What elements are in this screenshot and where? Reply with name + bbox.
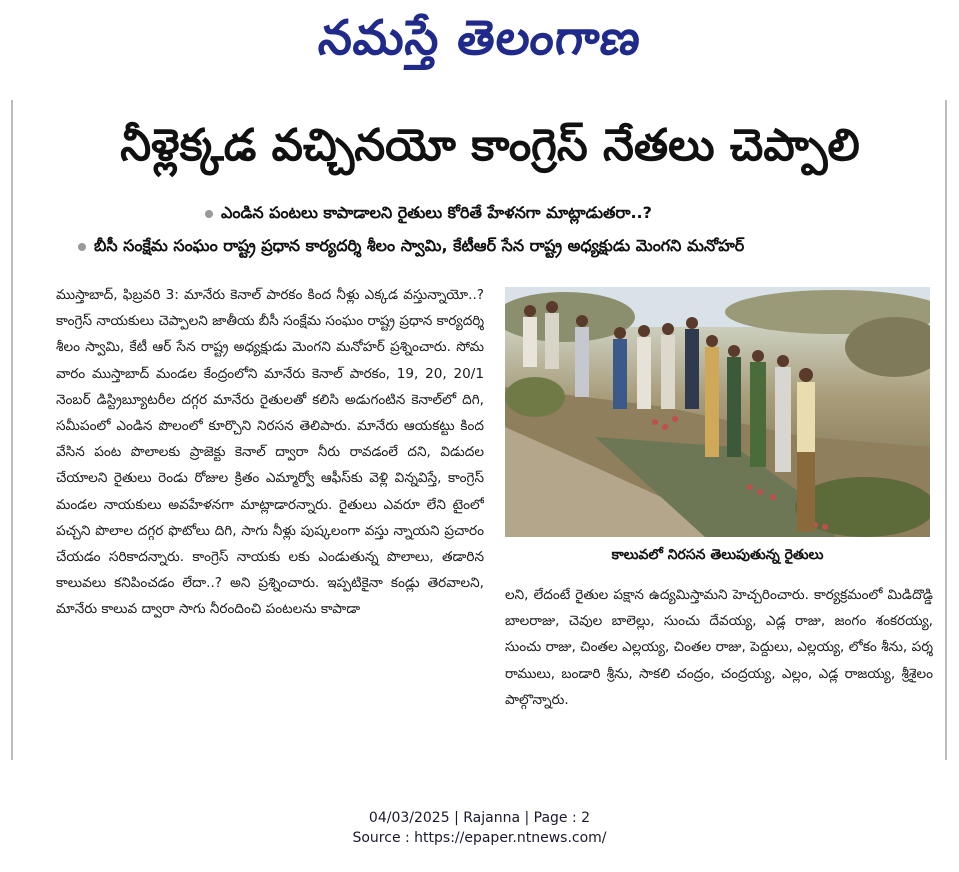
article-body-right: లని, లేదంటే రైతుల పక్షాన ఉద్యమిస్తామని హెచ్చరించారు. కార్యక్రమంలో మిడిదొడ్డి బాలరాజు, చెవుల బాలెల్లు, సుంచు దేవయ్య, ఎడ్ల రాజు, జంగం శంకరయ్య, సుంచు రాజు, చింతల ఎల్లయ్య, చింతల రాజు, పెద్దులు, ఎల్లయ్య, లోకం శీను, పర్శ రాములు, బండారి శ్రీను, సాకలి చంద్రం, చంద్రయ్య, ఎల్లం, ఎడ్ల రాజయ్య, శ్రీశైలం పాల్గొన్నారు. [505,587,933,708]
footer-date-line: 04/03/2025 | Rajanna | Page : 2 [368,810,591,826]
left-border [11,100,13,760]
subheadline-1-text: ఎండిన పంటలు కాపాడాలని రైతులు కోరితే హేళనగా మాట్లాడుతరా..? [221,203,652,222]
footer-source-line: Source : https://epaper.ntnews.com/ [352,830,607,846]
article-right-column [505,582,933,752]
bullet-icon [78,243,86,251]
footer [0,808,959,848]
photo-caption: కాలువలో నిరసన తెలుపుతున్న రైతులు [611,547,824,563]
subheadline-1 [205,198,805,228]
subheadline-2 [78,231,940,261]
subheadline-2-text: బీసీ సంక్షేమ సంఘం రాష్ట్ర ప్రధాన కార్యదర్శి శీలం స్వామి, కేటీఆర్ సేన రాష్ట్ర అధ్యక్షుడు మెంగని మనోహర్ [94,236,745,255]
news-photo [505,287,930,537]
headline: నీళ్లెక్కడ వచ్చినయో కాంగ్రెస్ నేతలు చెప్పాలి [120,120,860,171]
bullet-icon [205,210,213,218]
article-body-left: ముస్తాబాద్, ఫిబ్రవరి 3: మానేరు కెనాల్ పారకం కింద నీళ్లు ఎక్కడ వస్తున్నాయో..? కాంగ్రెస్ నాయకులు చెప్పాలని జాతీయ బీసీ సంక్షేమ సంఘం రాష్ట్ర ప్రధాన కార్యదర్శి శీలం స్వామి, కేటీ ఆర్ సేన రాష్ట్ర అధ్యక్షుడు మెంగని మనోహర్ ప్రశ్నించారు. సోమ వారం ముస్తాబాద్ మండల కేంద్రంలోని మానేరు కెనాల్ పారకం, 19, 20, 20/1 నెంబర్ డిస్ట్రిబ్యూటరీల దగ్గర మానేరు రైతులతో కలిసి అడుగంటిన కెనాల్‌లో దిగి, సమీపంలో ఎండిన పొలంలో కూర్చొని నిరసన తెలిపారు. మానేరు ఆయకట్టు కింద వేసిన పంట పొలాలకు ప్రాజెక్టు కెనాల్ ద్వారా నీరు రావడంలే దని, విడుదల చేయాలని రైతులు రెండు రోజుల క్రితం ఎమ్మార్వో ఆఫీస్‌కు వెళ్లి విన్నవిస్తే, కాంగ్రెస్ మండల నాయకులు అవహేళనగా మాట్లాడారన్నారు. రైతులు ఎవరూ లేని టైంలో పచ్చని పొలాల దగ్గర ఫొటోలు దిగి, సాగు నీళ్లు పుష్కలంగా వస్తు న్నాయని ప్రచారం చేయడం సరికాదన్నారు. కాంగ్రెస్ నాయకు లకు ఎండుతున్న పొలాలు, తడారిన కాలువలు కనిపించడం లేదా..? అని ప్రశ్నించారు. ఇప్పటికైనా కండ్లు తెరవాలని, మానేరు కాలువ ద్వారా సాగు నీరందించి పంటలను కాపాడా [56,287,484,618]
masthead-logo: నమస్తే తెలంగాణ [315,10,645,66]
farmers-protest-image [505,287,930,537]
article-left-column [56,282,484,752]
right-border [945,100,947,760]
